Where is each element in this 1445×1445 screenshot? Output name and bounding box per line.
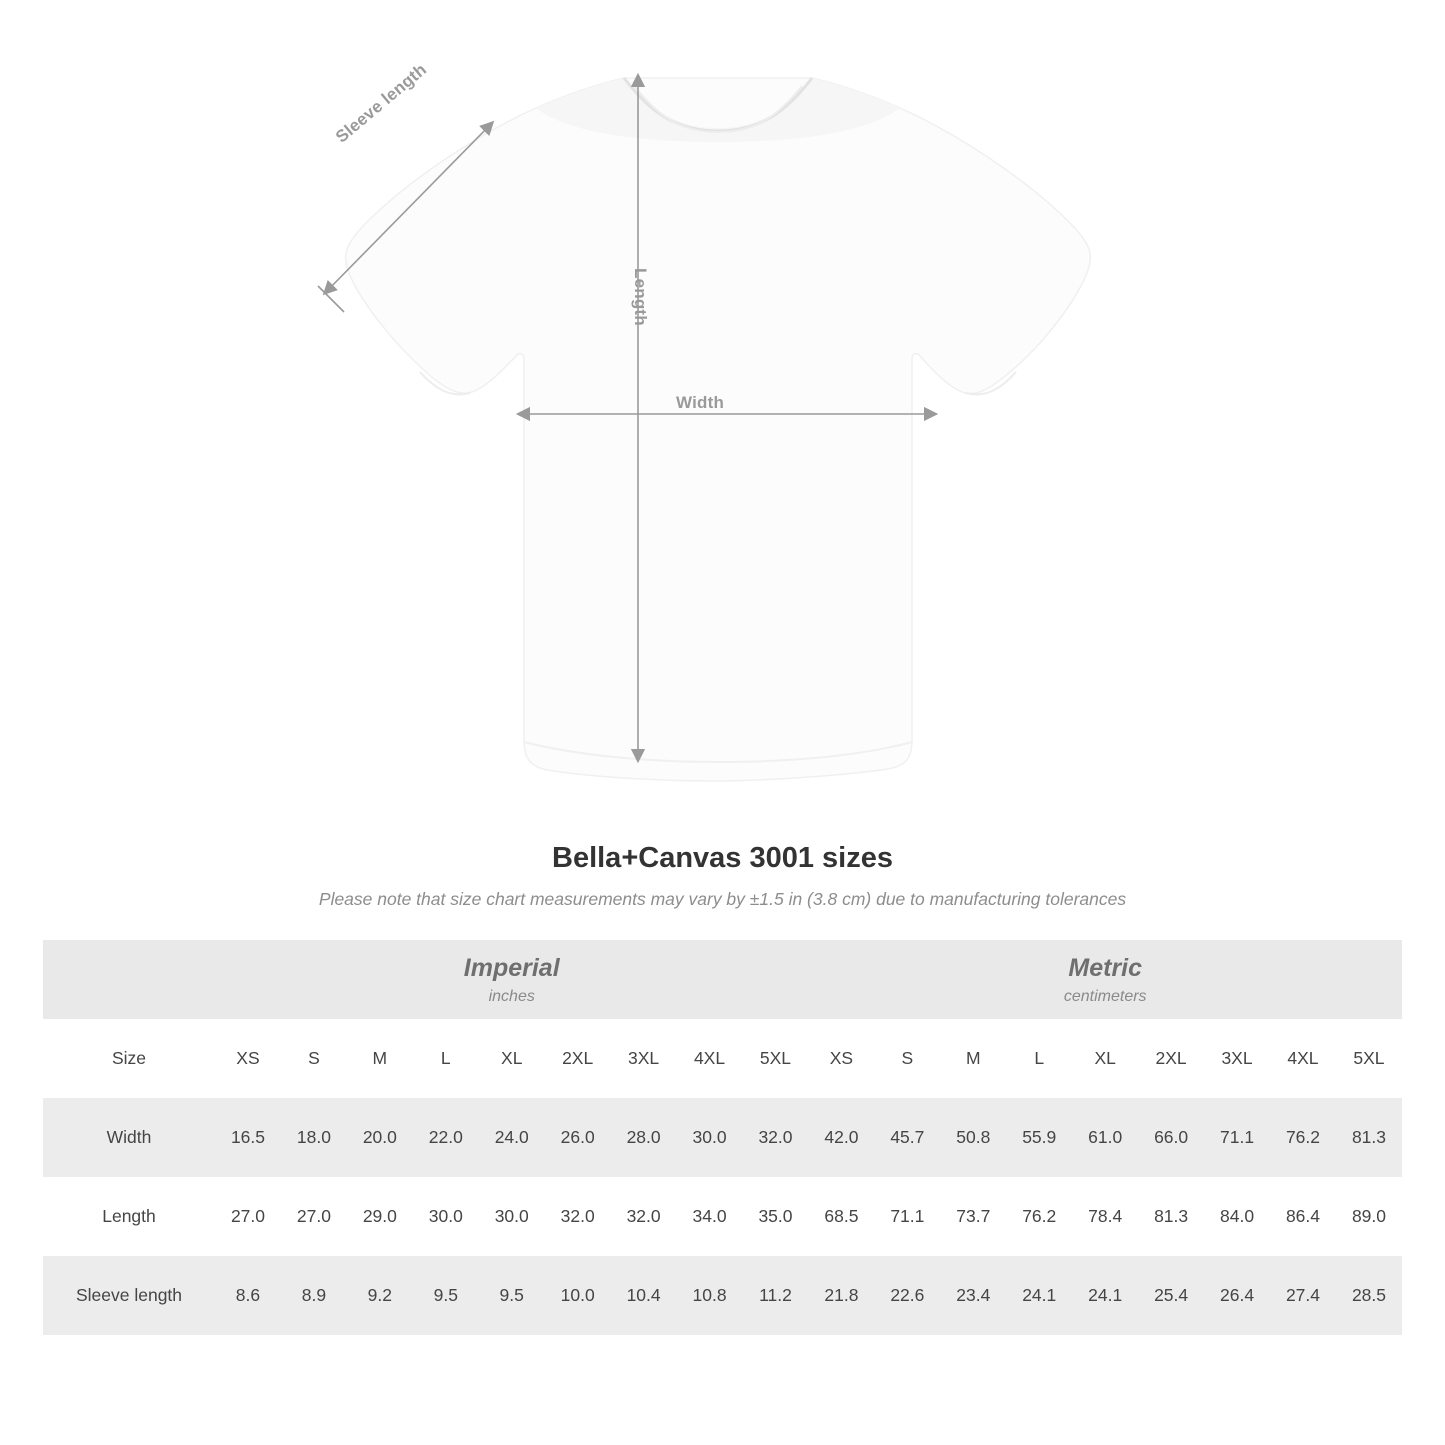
table-cell: 27.4 [1270,1256,1336,1335]
unit-header-row [43,940,1402,1019]
sleeve-dimension-tick [318,286,344,312]
row-label: Length [43,1177,215,1256]
table-cell: 71.1 [1204,1098,1270,1177]
table-row [43,1098,1402,1177]
table-cell: 78.4 [1072,1177,1138,1256]
table-cell: 32.0 [611,1177,677,1256]
table-cell: 10.0 [545,1256,611,1335]
table-cell: 76.2 [1006,1177,1072,1256]
size-header-row [43,1019,1402,1098]
table-row [43,1177,1402,1256]
page-title: Bella+Canvas 3001 sizes [552,842,893,874]
size-col-header: 5XL [743,1019,809,1098]
size-table [43,940,1402,1335]
table-cell: 45.7 [874,1098,940,1177]
table-cell: 24.1 [1072,1256,1138,1335]
table-cell: 30.0 [479,1177,545,1256]
table-cell: 23.4 [940,1256,1006,1335]
size-col-header: S [874,1019,940,1098]
table-cell: 8.9 [281,1256,347,1335]
table-cell: 27.0 [281,1177,347,1256]
size-col-header: S [281,1019,347,1098]
tolerance-note: Please note that size chart measurements may vary by ±1.5 in (3.8 cm) due to manufacturing tolerances [318,889,1127,909]
table-cell: 35.0 [743,1177,809,1256]
unit-group-metric-name: Metric [1068,953,1143,982]
table-cell: 9.5 [479,1256,545,1335]
table-cell: 66.0 [1138,1098,1204,1177]
table-cell: 30.0 [677,1098,743,1177]
size-col-header: 2XL [1138,1019,1204,1098]
table-cell: 76.2 [1270,1098,1336,1177]
size-table-wrapper [43,940,1402,1335]
table-cell: 24.1 [1006,1256,1072,1335]
table-cell: 81.3 [1336,1098,1402,1177]
row-label: Sleeve length [43,1256,215,1335]
size-col-header: 4XL [677,1019,743,1098]
table-cell: 34.0 [677,1177,743,1256]
size-col-header: XL [479,1019,545,1098]
size-col-header: XS [808,1019,874,1098]
unit-group-imperial-sub: inches [488,988,535,1006]
table-cell: 10.8 [677,1256,743,1335]
table-cell: 28.5 [1336,1256,1402,1335]
size-col-header: L [413,1019,479,1098]
size-col-header: L [1006,1019,1072,1098]
table-cell: 10.4 [611,1256,677,1335]
size-header-label: Size [43,1019,215,1098]
table-cell: 32.0 [545,1177,611,1256]
table-cell: 22.0 [413,1098,479,1177]
table-cell: 9.2 [347,1256,413,1335]
unit-group-metric [808,940,1402,1019]
table-cell: 89.0 [1336,1177,1402,1256]
size-col-header: 5XL [1336,1019,1402,1098]
table-cell: 68.5 [808,1177,874,1256]
tshirt-shape [346,78,1091,781]
table-cell: 20.0 [347,1098,413,1177]
width-label: Width [676,393,725,412]
unit-group-metric-sub: centimeters [1063,988,1147,1006]
title-block [0,842,1445,910]
table-cell: 24.0 [479,1098,545,1177]
sleeve-length-label: Sleeve length [332,59,431,147]
table-cell: 61.0 [1072,1098,1138,1177]
unit-corner-cell [43,940,215,1019]
length-label: Length [631,268,650,326]
table-cell: 26.0 [545,1098,611,1177]
table-cell: 18.0 [281,1098,347,1177]
table-cell: 27.0 [215,1177,281,1256]
table-cell: 71.1 [874,1177,940,1256]
table-cell: 86.4 [1270,1177,1336,1256]
table-row [43,1256,1402,1335]
size-col-header: XS [215,1019,281,1098]
table-cell: 29.0 [347,1177,413,1256]
table-cell: 84.0 [1204,1177,1270,1256]
size-col-header: 4XL [1270,1019,1336,1098]
table-cell: 9.5 [413,1256,479,1335]
size-col-header: M [347,1019,413,1098]
table-cell: 28.0 [611,1098,677,1177]
table-cell: 16.5 [215,1098,281,1177]
size-col-header: XL [1072,1019,1138,1098]
table-cell: 81.3 [1138,1177,1204,1256]
table-cell: 26.4 [1204,1256,1270,1335]
table-cell: 55.9 [1006,1098,1072,1177]
unit-group-imperial [215,940,808,1019]
table-cell: 50.8 [940,1098,1006,1177]
unit-group-imperial-name: Imperial [463,953,560,982]
table-cell: 73.7 [940,1177,1006,1256]
table-cell: 11.2 [743,1256,809,1335]
size-col-header: 2XL [545,1019,611,1098]
size-col-header: 3XL [1204,1019,1270,1098]
table-cell: 32.0 [743,1098,809,1177]
table-cell: 22.6 [874,1256,940,1335]
row-label: Width [43,1098,215,1177]
table-cell: 42.0 [808,1098,874,1177]
table-cell: 25.4 [1138,1256,1204,1335]
size-col-header: 3XL [611,1019,677,1098]
table-cell: 30.0 [413,1177,479,1256]
table-cell: 21.8 [808,1256,874,1335]
size-col-header: M [940,1019,1006,1098]
table-cell: 8.6 [215,1256,281,1335]
